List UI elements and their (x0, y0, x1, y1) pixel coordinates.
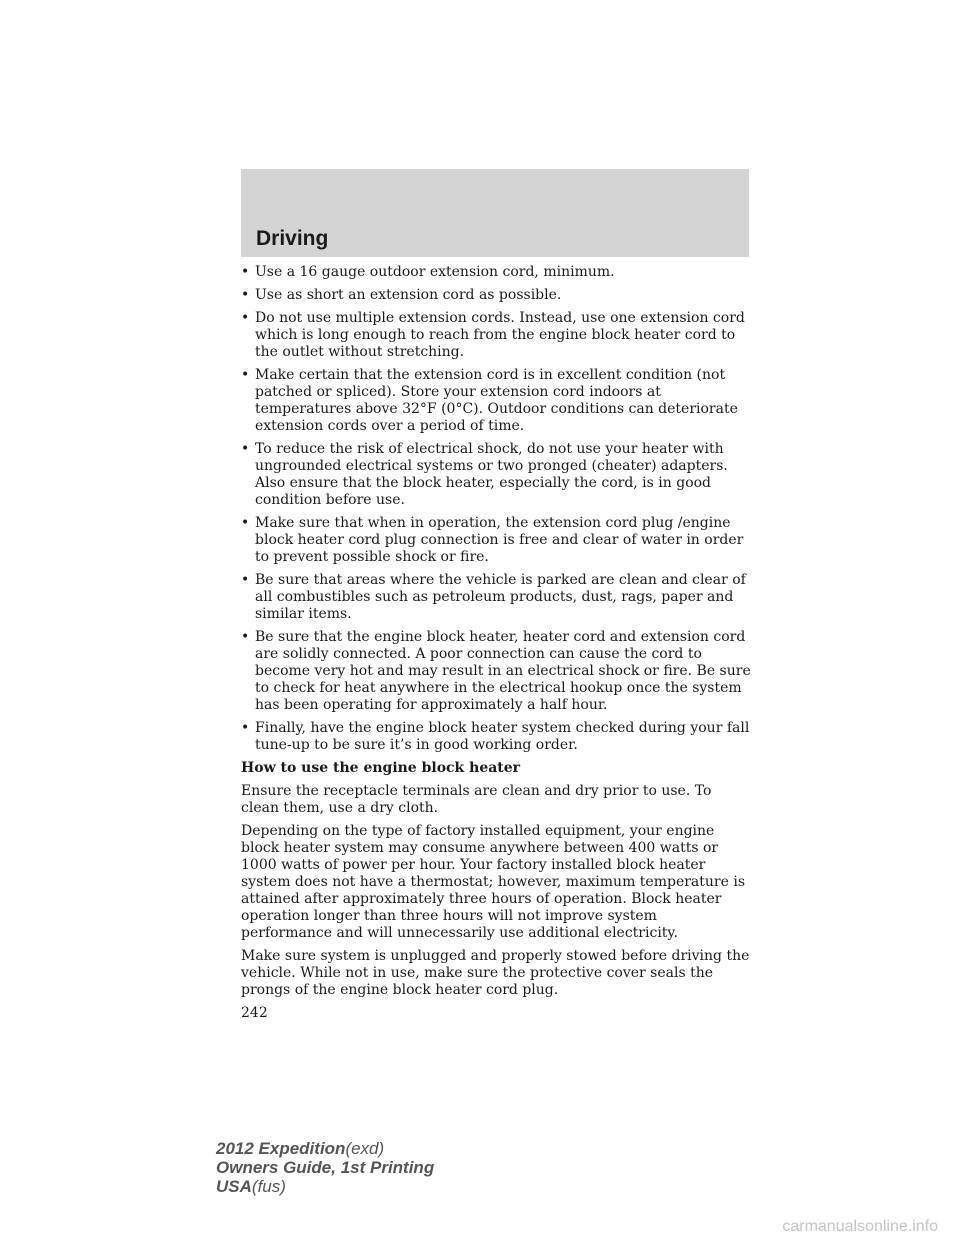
footer-market: USA (216, 1177, 252, 1196)
bullet-text: Finally, have the engine block heater system checked during your fall tune-up to be sure it’s in good working order. (255, 720, 750, 753)
paragraph: Make sure system is unplugged and properly stowed before driving the vehicle. While not in use, make sure the protective cover seals the prongs of the engine block heater cord plug. (241, 948, 750, 998)
bullet-icon: • (241, 515, 250, 531)
list-item (241, 287, 751, 304)
paragraph: Ensure the receptacle terminals are clean and dry prior to use. To clean them, use a dry cloth. (241, 783, 712, 816)
bullet-icon: • (241, 310, 250, 326)
footer-line-model (216, 1139, 434, 1158)
bullet-text: Use a 16 gauge outdoor extension cord, minimum. (255, 264, 615, 280)
section-header (241, 169, 749, 257)
bullet-icon: • (241, 441, 250, 457)
list-item (241, 310, 751, 361)
subheading: How to use the engine block heater (241, 760, 521, 776)
bullet-icon: • (241, 367, 250, 383)
footer-model-code: (exd) (345, 1139, 385, 1158)
page-number: 242 (241, 1005, 268, 1021)
bullet-list (241, 264, 751, 754)
bullet-text: Make certain that the extension cord is in excellent condition (not patched or spliced). Store your extension cord indoors at temperatures above 32°F (0°C). Outdoor conditions can deteriorate extension cords over a period of time. (255, 367, 738, 434)
bullet-text: Do not use multiple extension cords. Instead, use one extension cord which is long enough to reach from the engine block heater cord to the outlet without stretching. (255, 310, 745, 360)
footer-market-code: (fus) (251, 1177, 286, 1196)
bullet-icon: • (241, 720, 250, 736)
bullet-icon: • (241, 629, 250, 645)
bullet-text: Be sure that areas where the vehicle is parked are clean and clear of all combustibles such as petroleum products, dust, rags, paper and similar items. (255, 572, 746, 622)
bullet-icon: • (241, 572, 250, 588)
print-footer (216, 1139, 434, 1196)
bullet-text: Be sure that the engine block heater, heater cord and extension cord are solidly connected. A poor connection can cause the cord to become very hot and may result in an electrical shock or fire. Be sure to check for heat anywhere in the electrical hookup once the system has been operating for approximately a half hour. (255, 629, 751, 713)
watermark: carmanualsonline.info (782, 1218, 938, 1235)
footer-model: 2012 Expedition (216, 1139, 346, 1158)
list-item (241, 629, 751, 714)
page-content (241, 264, 751, 1022)
list-item (241, 720, 751, 754)
bullet-text: Make sure that when in operation, the extension cord plug /engine block heater cord plug connection is free and clear of water in order to prevent possible shock or fire. (255, 515, 744, 565)
paragraph: Depending on the type of factory installed equipment, your engine block heater system may consume anywhere between 400 watts or 1000 watts of power per hour. Your factory installed block heater system does not have a thermostat; however, maximum temperature is attained after approximately three hours of operation. Block heater operation longer than three hours will not improve system performance and will unnecessarily use additional electricity. (241, 823, 746, 941)
list-item (241, 572, 751, 623)
list-item (241, 515, 751, 566)
footer-line-guide: Owners Guide, 1st Printing (216, 1158, 435, 1177)
footer-line-market (216, 1177, 434, 1196)
list-item (241, 441, 751, 509)
section-title: Driving (256, 227, 329, 250)
list-item (241, 367, 751, 435)
list-item (241, 264, 751, 281)
bullet-icon: • (241, 264, 250, 280)
bullet-text: To reduce the risk of electrical shock, do not use your heater with ungrounded electrical systems or two pronged (cheater) adapters. Also ensure that the block heater, especially the cord, is in good condition before use. (255, 441, 728, 508)
bullet-icon: • (241, 287, 250, 303)
bullet-text: Use as short an extension cord as possible. (255, 287, 562, 303)
